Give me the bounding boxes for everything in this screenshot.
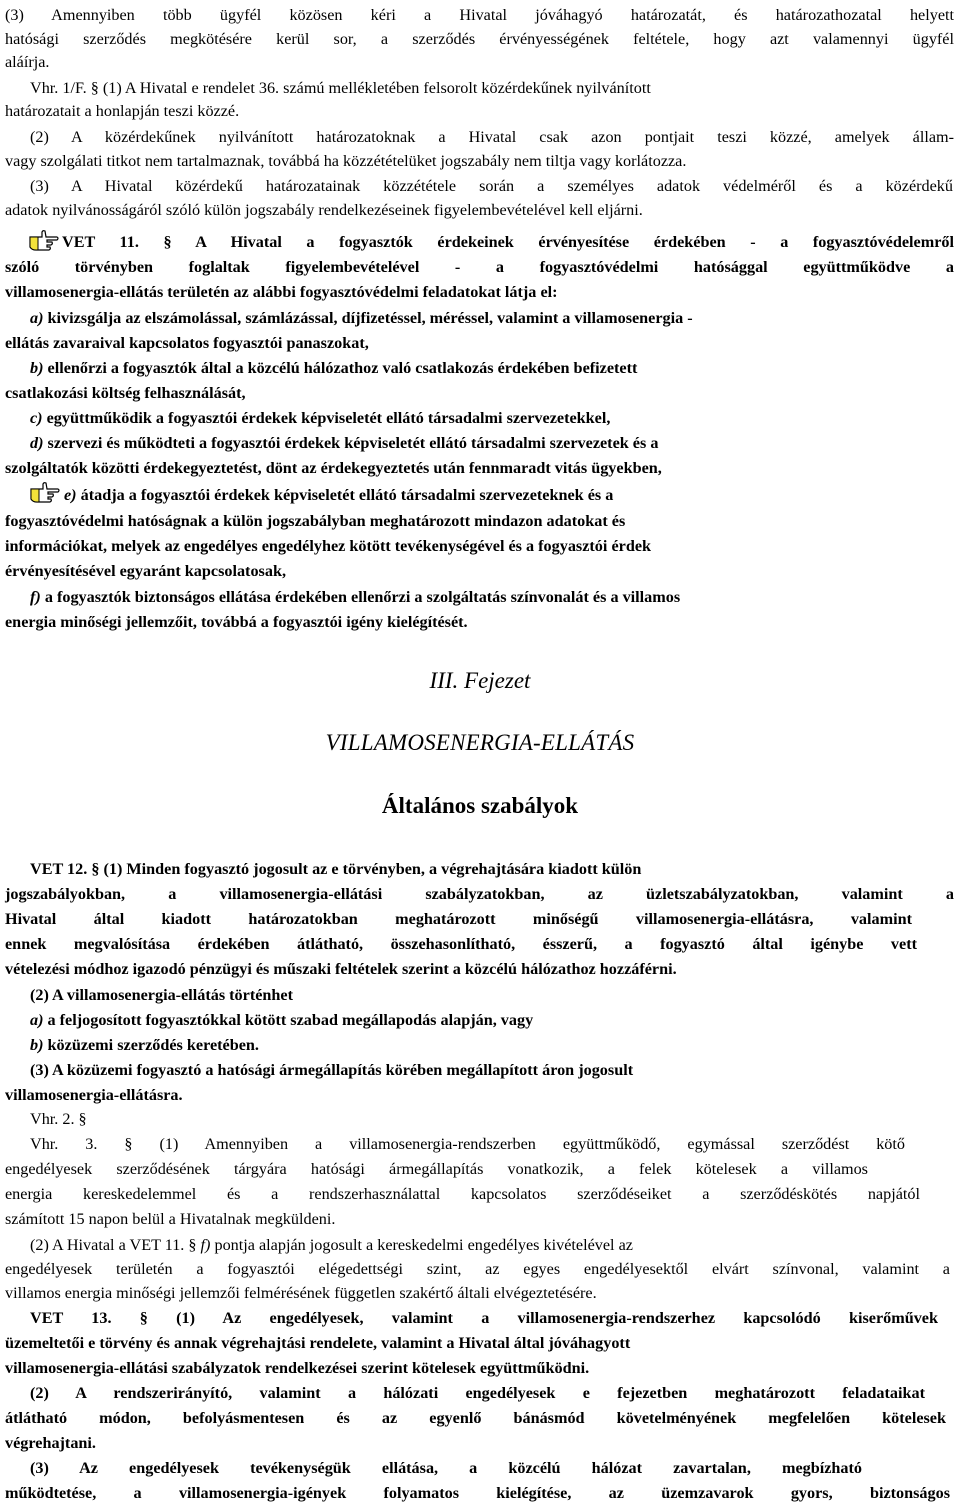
text-line: érvényesítésével egyaránt kapcsolatosak, bbox=[5, 562, 286, 580]
text-line: e) átadja a fogyasztói érdekek képviseletét ellátó társadalmi szervezeteknek és a bbox=[64, 486, 614, 504]
text-line: b) közüzemi szerződés keretében. bbox=[30, 1036, 259, 1054]
text-line: (3) Az engedélyesek tevékenységük ellátása, a közcélú hálózat zavartalan, megbízható bbox=[30, 1459, 862, 1477]
text-line: Vhr. 2. § bbox=[30, 1110, 87, 1128]
text-line: VET 12. § (1) Minden fogyasztó jogosult az e törvényben, a végrehajtására kiadott külön bbox=[30, 860, 642, 878]
text-line: villamosenergia-ellátás területén az alábbi fogyasztóvédelmi feladatokat látja el: bbox=[5, 283, 558, 301]
text-line: fogyasztóvédelmi hatóságnak a külön jogszabályban meghatározott mindazon adatokat és bbox=[5, 512, 626, 530]
text-line: adatok nyilvánosságáról szóló külön jogszabály rendelkezéseinek figyelembevételével kell eljárni. bbox=[5, 201, 643, 219]
chapter-number: III. Fejezet bbox=[429, 668, 531, 693]
section-title: Általános szabályok bbox=[381, 793, 579, 818]
text-line: VET 11. § A Hivatal a fogyasztók érdekeinek érvényesítése érdekében - a fogyasztóvédelemről bbox=[62, 233, 954, 251]
text-line: f) a fogyasztók biztonságos ellátása érdekében ellenőrzi a szolgáltatás színvonalát és a villamos bbox=[30, 588, 681, 606]
text-line: b) ellenőrzi a fogyasztók által a közcélú hálózathoz való csatlakozás érdekében befizetett bbox=[30, 359, 638, 377]
text-line: Hivatal által kiadott határozatokban meghatározott minőségű villamosenergia-ellátásra, valamint bbox=[5, 910, 912, 928]
text-line: (3) A Hivatal közérdekű határozatainak közzététele során a személyes adatok védelméről és a közérdekű bbox=[30, 177, 953, 195]
text-line: jogszabályokban, a villamosenergia-ellátási szabályzatokban, az üzletszabályzatokban, valamint a bbox=[5, 885, 954, 903]
text-line: ennek megvalósítása érdekében átlátható, összehasonlítható, ésszerű, a fogyasztó által igénybe vett bbox=[5, 935, 917, 953]
text-line: VET 13. § (1) Az engedélyesek, valamint a villamosenergia-rendszerhez kapcsolódó kiserőművek bbox=[30, 1309, 938, 1327]
text-line: Vhr. 3. § (1) Amennyiben a villamosenergia-rendszerben együttműködő, egymással szerződést kötő bbox=[30, 1135, 905, 1153]
text-line: végrehajtani. bbox=[5, 1434, 96, 1452]
text-line: Vhr. 1/F. § (1) A Hivatal e rendelet 36. számú mellékletében felsorolt közérdekűnek nyilvánított bbox=[30, 79, 651, 97]
text-line: (2) A közérdekűnek nyilvánított határozatoknak a Hivatal csak azon pontjait teszi közzé, amelyek állam- bbox=[30, 128, 954, 146]
text-line: villamosenergia-ellátási szabályzatok rendelkezései szerint kötelesek együttműködni. bbox=[5, 1359, 590, 1377]
text-line: aláírja. bbox=[5, 53, 50, 71]
text-line: határozatait a honlapján teszi közzé. bbox=[5, 102, 240, 120]
text-line: d) szervezi és működteti a fogyasztói érdekek képviseletét ellátó társadalmi szervezetek és a bbox=[30, 434, 659, 452]
text-line: (2) A villamosenergia-ellátás történhet bbox=[30, 986, 293, 1004]
text-line: (3) Amennyiben több ügyfél közösen kéri a Hivatal jóváhagyó határozatát, és határozathozatal helyett bbox=[5, 6, 954, 24]
text-line: a) a feljogosított fogyasztókkal kötött szabad megállapodás alapján, vagy bbox=[30, 1011, 534, 1029]
text-line: csatlakozási költség felhasználását, bbox=[5, 384, 246, 402]
text-line: ellátás zavaraival kapcsolatos fogyasztói panaszokat, bbox=[5, 334, 369, 352]
text-line: vételezési módhoz igazodó pénzügyi és műszaki feltételek szerint a közcélú hálózathoz hozzáférni. bbox=[5, 960, 677, 978]
text-line: információkat, melyek az engedélyes engedélyhez kötött tevékenységével és a fogyasztói érdek bbox=[5, 537, 652, 555]
text-line: c) együttműködik a fogyasztói érdekek képviseletét ellátó társadalmi szervezetekkel, bbox=[30, 409, 611, 427]
text-line: villamosenergia-ellátásra. bbox=[5, 1086, 183, 1104]
text-line: (2) A rendszerirányító, valamint a hálózati engedélyesek e fejezetben meghatározott feladataikat bbox=[30, 1384, 925, 1402]
chapter-title: VILLAMOSENERGIA-ELLÁTÁS bbox=[325, 730, 635, 755]
text-line: szóló törvényben foglaltak figyelembevételével - a fogyasztóvédelmi hatósággal együttműködve a bbox=[5, 258, 954, 276]
text-line: szolgáltatók közötti érdekegyeztetést, dönt az érdekegyeztetés után fennmaradt vitás ügyekben, bbox=[5, 459, 662, 477]
text-line: vagy szolgálati titkot nem tartalmaznak, továbbá ha közzétételüket jogszabály nem tiltja vagy korlátozza. bbox=[5, 152, 687, 170]
text-line: energia kereskedelemmel és a rendszerhasználattal kapcsolatos szerződéseiket a szerződéskötés napjától bbox=[5, 1185, 920, 1203]
text-line: a) kivizsgálja az elszámolással, számlázással, díjfizetéssel, méréssel, valamint a villamosenergia - bbox=[30, 309, 693, 327]
pointing-hand-icon bbox=[28, 228, 59, 252]
text-line: (3) A közüzemi fogyasztó a hatósági ármegállapítás körében megállapított áron jogosult bbox=[30, 1061, 634, 1079]
text-line: számított 15 napon belül a Hivatalnak megküldeni. bbox=[5, 1210, 336, 1228]
text-line: engedélyesek területén a fogyasztói elégedettségi szint, az egyes engedélyesektől elvárt színvonal, valamint a bbox=[5, 1260, 950, 1278]
text-line: üzemeltetői e törvény és annak végrehajtási rendelete, valamint a Hivatal által jóváhagyott bbox=[5, 1334, 631, 1352]
text-line: (2) A Hivatal a VET 11. § f) pontja alapján jogosult a kereskedelmi engedélyes kivételével az bbox=[30, 1236, 633, 1254]
text-line: átlátható módon, befolyásmentesen és az egyenlő bánásmód követelményének megfelelően kötelesek bbox=[5, 1409, 946, 1427]
text-line: hatósági szerződés megkötésére kerül sor, a szerződés érvényességének feltétele, hogy azt valamennyi ügyfél bbox=[5, 30, 954, 48]
text-line: energia minőségi jellemzőit, továbbá a fogyasztói igény kielégítését. bbox=[5, 613, 468, 631]
text-line: villamos energia minőségi jellemzői felmérésének független szakértő általi elvégeztetésére. bbox=[5, 1284, 597, 1302]
text-line: működtetése, a villamosenergia-igények folyamatos kielégítése, az üzemzavarok gyors, biztonságos bbox=[5, 1484, 950, 1502]
text-line: engedélyesek szerződésének tárgyára hatósági ármegállapítás vonatkozik, a felek kötelesek a villamos bbox=[5, 1160, 868, 1178]
pointing-hand-icon bbox=[29, 480, 60, 504]
